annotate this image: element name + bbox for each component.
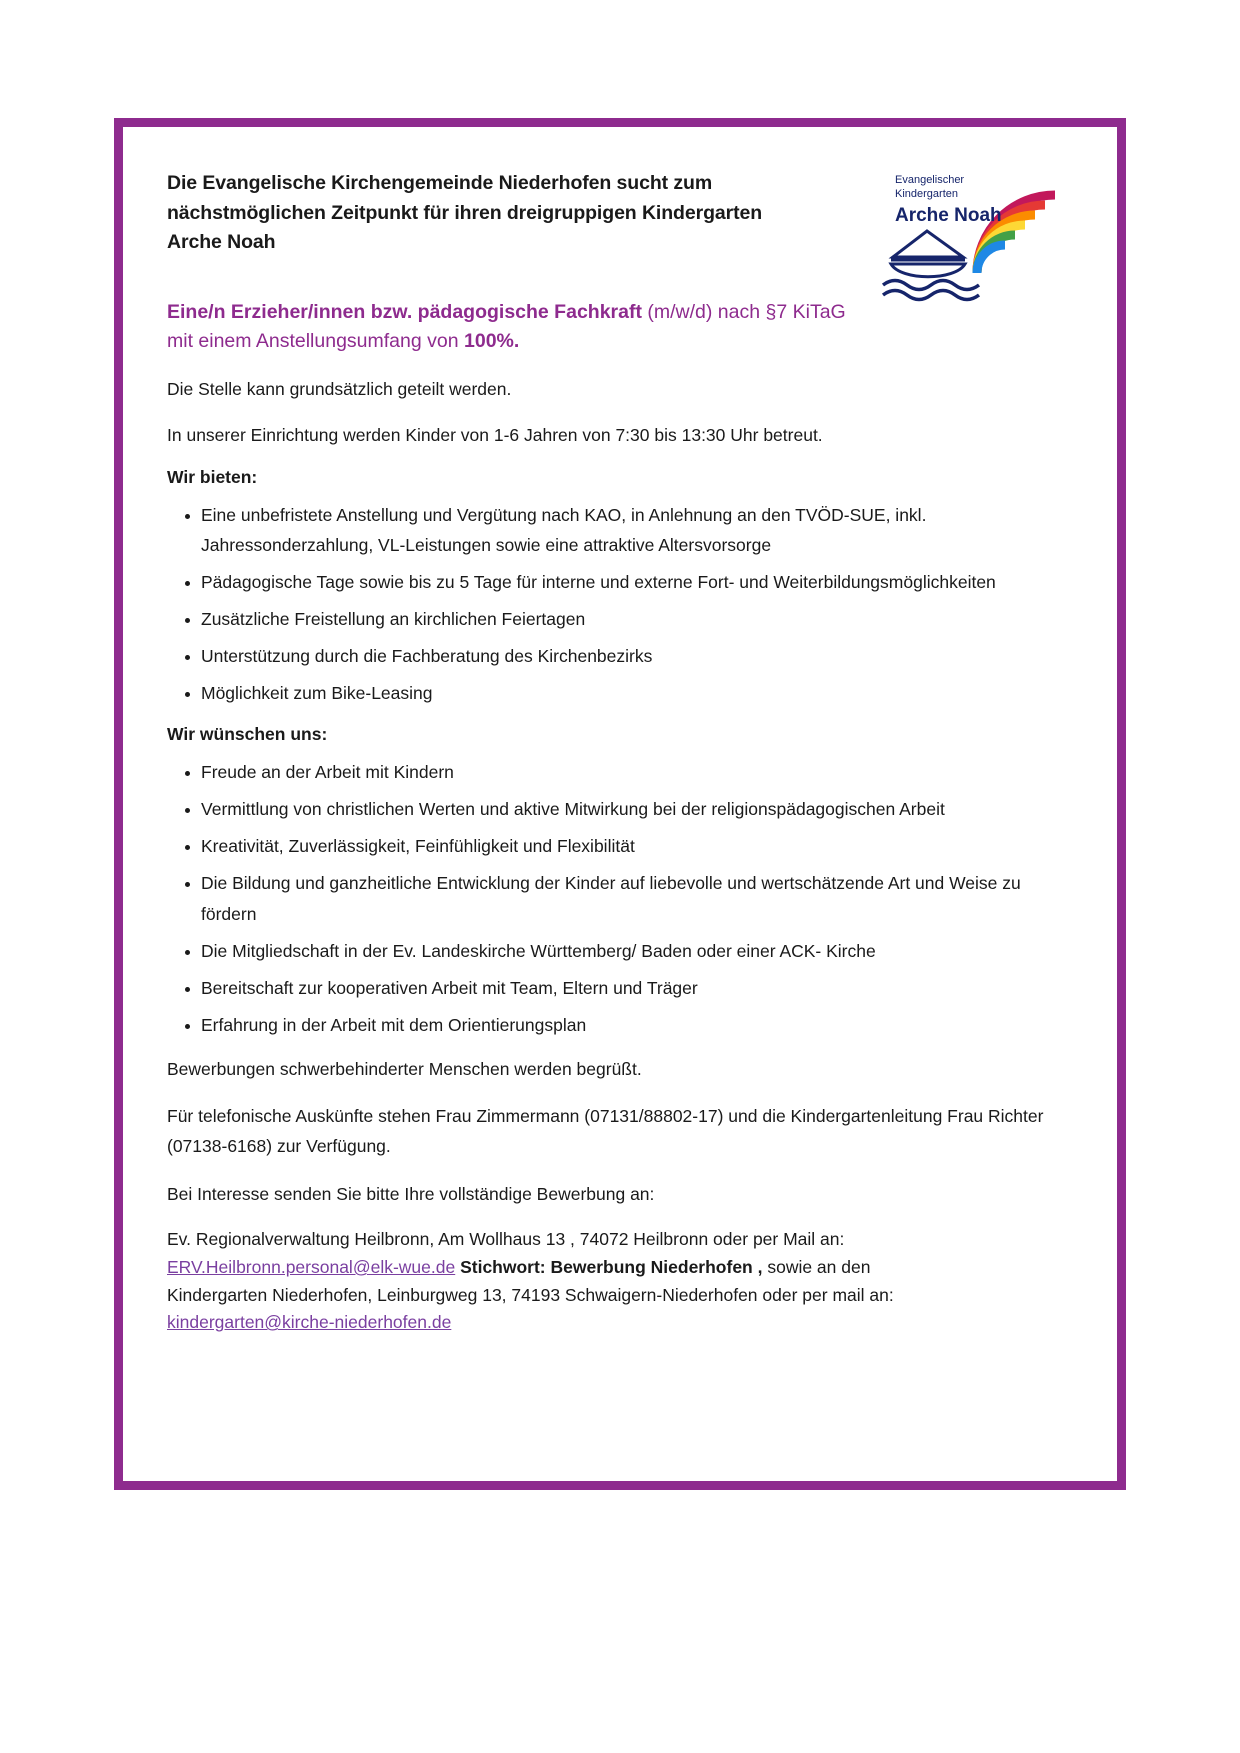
- job-title-detail: (m/w/d) nach §7 KiTaG mit einem Anstellungsumfang von: [167, 300, 846, 353]
- keyword-text: Stichwort: Bewerbung Niederhofen ,: [455, 1257, 763, 1278]
- offer-heading: Wir bieten:: [167, 466, 258, 487]
- list-item: Zusätzliche Freistellung an kirchlichen Feiertagen: [167, 604, 1073, 634]
- list-item: Die Mitgliedschaft in der Ev. Landeskirche Württemberg/ Baden oder einer ACK- Kirche: [167, 936, 1073, 966]
- list-item: Eine unbefristete Anstellung und Vergütung nach KAO, in Anlehnung an den TVÖD-SUE, inkl. Jahressonderzahlung, VL-Leistungen sowie eine attraktive Altersvorsorge: [167, 500, 1073, 560]
- kindergarten-logo: [867, 161, 1077, 311]
- email-link-kindergarten[interactable]: kindergarten@kirche-niederhofen.de: [167, 1312, 452, 1333]
- list-item: Freude an der Arbeit mit Kindern: [167, 757, 1073, 787]
- page-title: Die Evangelische Kirchengemeinde Niederhofen sucht zum nächstmöglichen Zeitpunkt für ihren dreigruppigen Kindergarten Arche Noah: [167, 172, 763, 254]
- logo-line2-text: Kindergarten: [895, 188, 958, 200]
- logo-line1-text: Evangelischer: [895, 174, 965, 186]
- job-title-bold: Eine/n Erzieher/innen bzw. pädagogische Fachkraft: [167, 300, 642, 323]
- address-line-kindergarten: Kindergarten Niederhofen, Leinburgweg 13, 74193 Schwaigern-Niederhofen oder per mail an:: [167, 1284, 894, 1305]
- address-line-regionalverwaltung: Ev. Regionalverwaltung Heilbronn, Am Wollhaus 13 , 74072 Heilbronn oder per Mail an:: [167, 1229, 845, 1250]
- job-advert-page: [114, 118, 1126, 1490]
- paragraph-disabled-applicants: Bewerbungen schwerbehinderter Menschen werden begrüßt.: [167, 1058, 642, 1079]
- job-title-line: [167, 298, 867, 357]
- email-line-kindergarten: [167, 1309, 1073, 1337]
- list-item: Vermittlung von christlichen Werten und aktive Mitwirkung bei der religionspädagogischen Arbeit: [167, 794, 1073, 824]
- list-item: Die Bildung und ganzheitliche Entwicklung der Kinder auf liebevolle und wertschätzende Art und Weise zu fördern: [167, 868, 1073, 928]
- paragraph-phone-contact: Für telefonische Auskünfte stehen Frau Zimmermann (07131/88802-17) und die Kindergartenleitung Frau Richter (07138-6168) zur Verfügung.: [167, 1106, 1044, 1157]
- wish-heading: Wir wünschen uns:: [167, 724, 328, 745]
- list-item: Pädagogische Tage sowie bis zu 5 Tage für interne und externe Fort- und Weiterbildungsmöglichkeiten: [167, 567, 1073, 597]
- email-link-erv[interactable]: ERV.Heilbronn.personal@elk-wue.de: [167, 1257, 456, 1278]
- list-item: Kreativität, Zuverlässigkeit, Feinfühligkeit und Flexibilität: [167, 831, 1073, 861]
- logo-name-text: Arche Noah: [895, 205, 1002, 226]
- list-item: Unterstützung durch die Fachberatung des Kirchenbezirks: [167, 641, 1073, 671]
- list-item: Bereitschaft zur kooperativen Arbeit mit Team, Eltern und Träger: [167, 973, 1073, 1003]
- contact-addresses: [167, 1226, 1073, 1337]
- page-content: [123, 127, 1117, 1481]
- paragraph-apply-intro: Bei Interesse senden Sie bitte Ihre vollständige Bewerbung an:: [167, 1184, 655, 1205]
- job-quota: 100%.: [464, 330, 520, 353]
- list-item: Möglichkeit zum Bike-Leasing: [167, 678, 1073, 708]
- paragraph-opening-hours: In unserer Einrichtung werden Kinder von 1-6 Jahren von 7:30 bis 13:30 Uhr betreut.: [167, 424, 823, 445]
- list-item: Erfahrung in der Arbeit mit dem Orientierungsplan: [167, 1010, 1073, 1040]
- paragraph-shared-position: Die Stelle kann grundsätzlich geteilt werden.: [167, 379, 512, 400]
- offer-list: [167, 500, 1073, 709]
- email-line-regionalverwaltung: [167, 1254, 1073, 1282]
- keyword-tail-text: sowie an den: [762, 1257, 871, 1278]
- wish-list: [167, 757, 1073, 1040]
